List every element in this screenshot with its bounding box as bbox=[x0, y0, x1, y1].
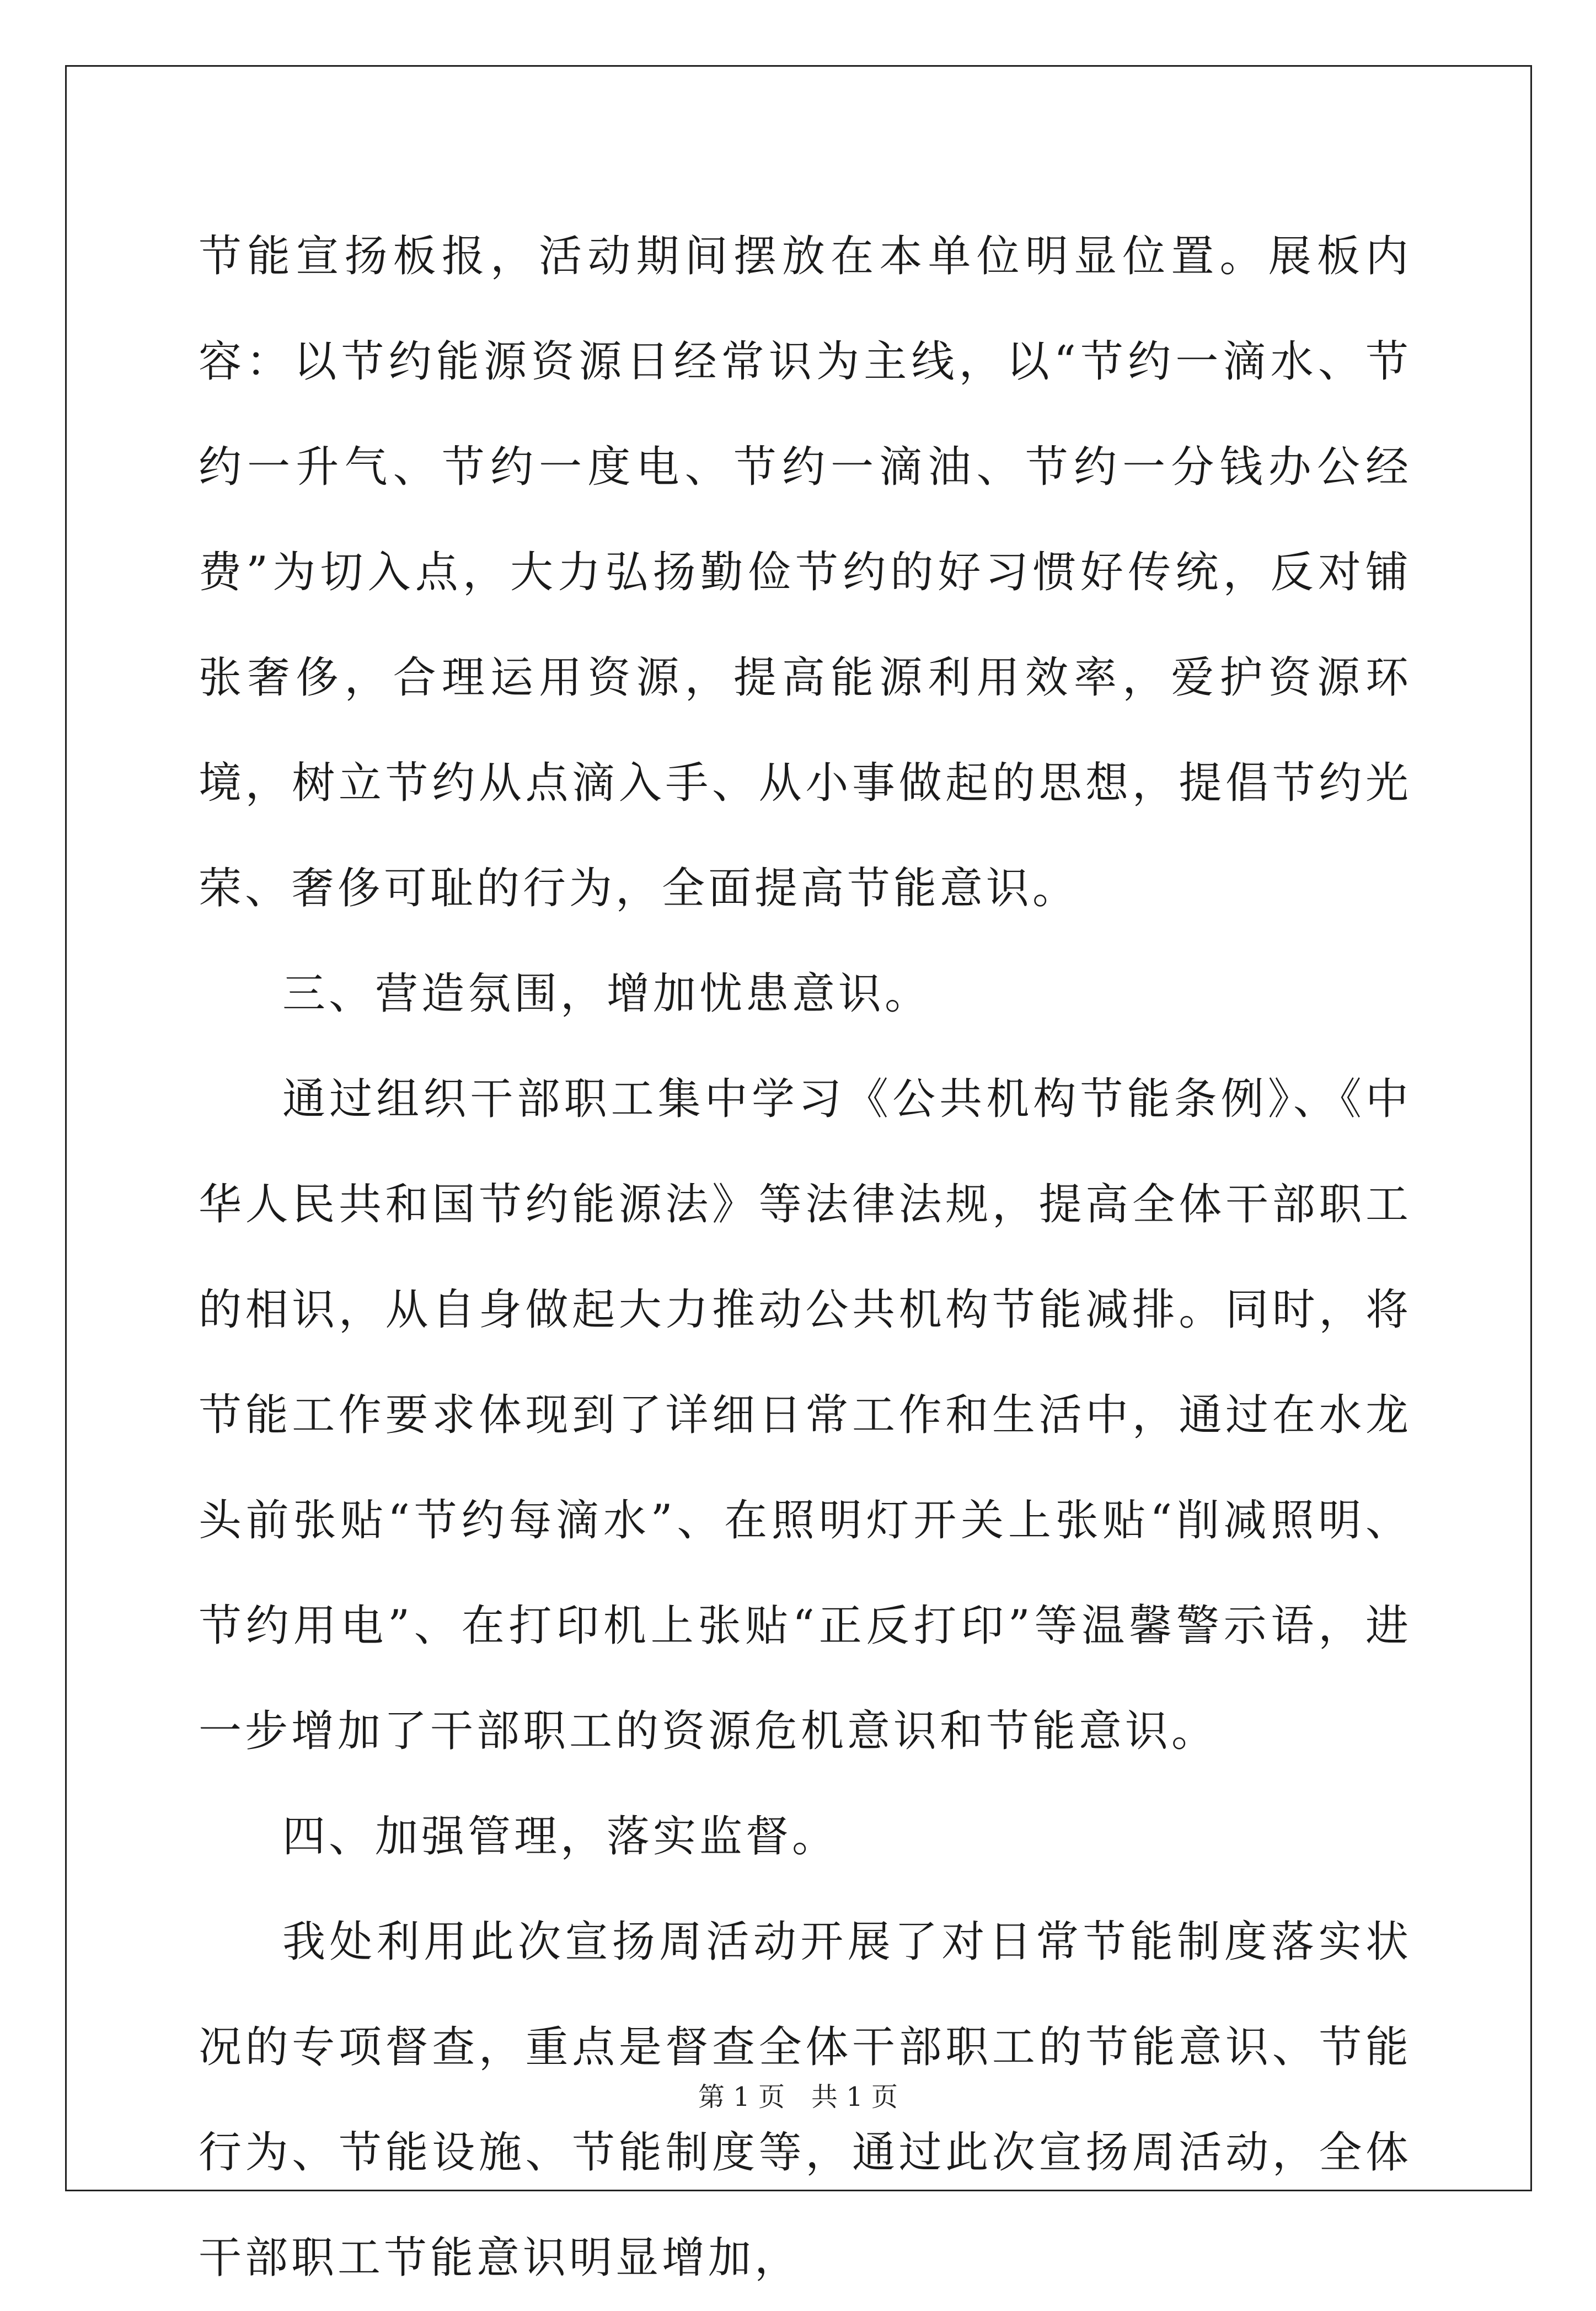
heading-section-three: 三、营造氛围，增加忧患意识。 bbox=[282, 969, 931, 1019]
paragraph-supervision: 我处利用此次宣扬周活动开展了对日常节能制度落实状况的专项督查，重点是督查全体干部职工的节能意识、节能行为、节能设施、节能制度等，通过此次宣扬周活动，全体干部职工节能意识明显增加， bbox=[199, 1917, 1412, 2283]
paragraph-exhibition-board: 节能宣扬板报，活动期间摆放在本单位明显位置。展板内容：以节约能源资源日经常识为主线，以“节约一滴水、节约一升气、节约一度电、节约一滴油、节约一分钱办公经费”为切入点，大力弘扬勤俭节约的好习惯好传统，反对铺张奢侈，合理运用资源，提高能源利用效率，爱护资源环境，树立节约从点滴入手、从小事做起的思想，提倡节约光荣、奢侈可耻的行为，全面提高节能意识。 bbox=[199, 232, 1412, 913]
paragraph-study-regulations: 通过组织干部职工集中学习《公共机构节能条例》、《中华人民共和国节约能源法》等法律法规，提高全体干部职工的相识，从自身做起大力推动公共机构节能减排。同时，将节能工作要求体现到了详细日常工作和生活中，通过在水龙头前张贴“节约每滴水”、在照明灯开关上张贴“削减照明、节约用电”、在打印机上张贴“正反打印”等温馨警示语，进一步增加了干部职工的资源危机意识和节能意识。 bbox=[199, 1074, 1412, 1756]
page-number-footer: 第 1 页 共 1 页 bbox=[698, 2082, 898, 2112]
document-body bbox=[199, 204, 1412, 2311]
heading-section-four: 四、加强管理，落实监督。 bbox=[282, 1812, 839, 1861]
